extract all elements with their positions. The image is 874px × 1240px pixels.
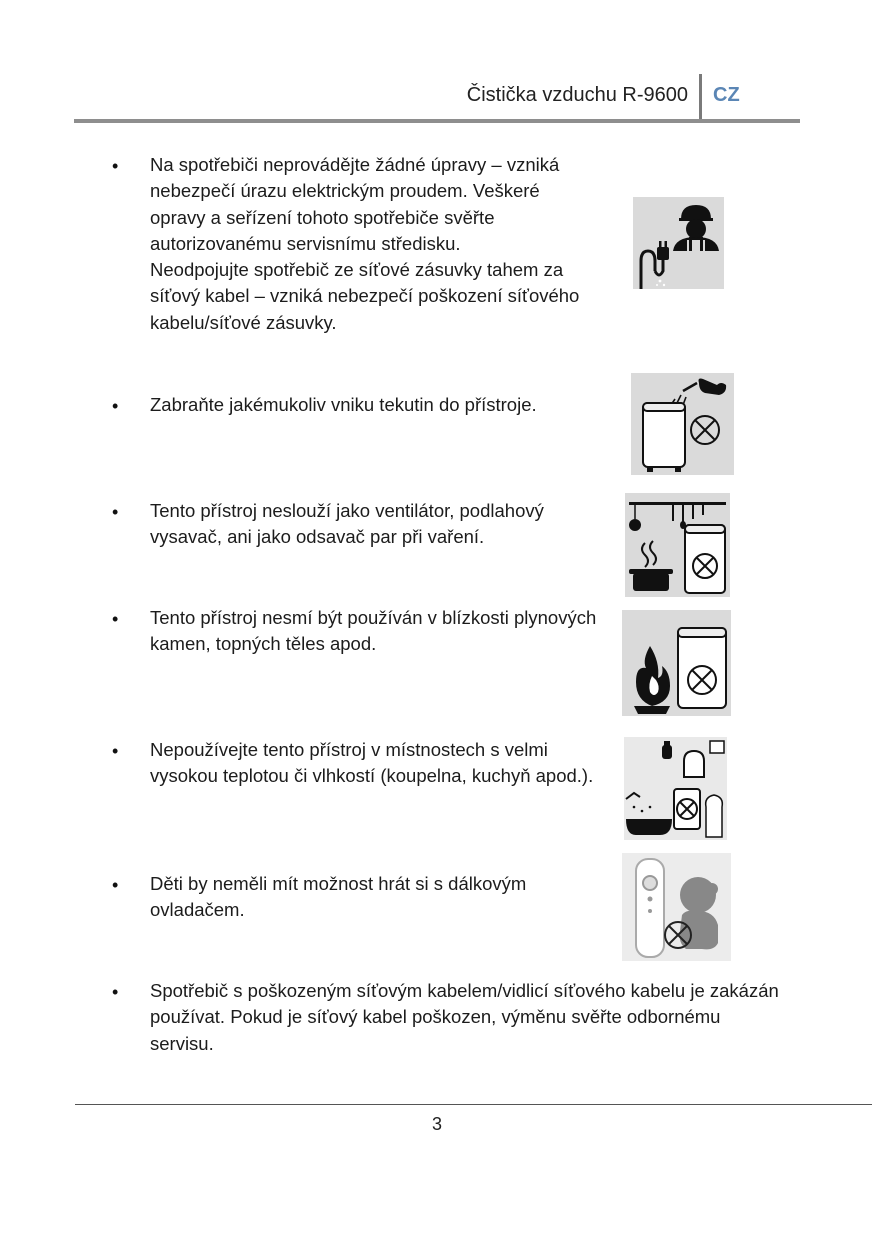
technician-plug-icon: [633, 197, 724, 289]
footer-rule: [75, 1104, 872, 1105]
bullet: •: [112, 502, 119, 522]
page-number: 3: [431, 1114, 442, 1134]
bullet: •: [112, 875, 119, 895]
bullet: •: [112, 609, 119, 629]
safety-item-text: Spotřebič s poškozeným síťovým kabelem/vidlicí síťového kabelu je zakázán používat. Pokud je síťový kabel poškozen, výměnu svěřte odbornému servisu.: [150, 980, 779, 1054]
safety-item-text: Zabraňte jakémukoliv vniku tekutin do přístroje.: [150, 394, 537, 415]
no-heat-source-icon: [622, 610, 731, 716]
no-liquid-icon: [631, 373, 734, 475]
safety-item-text: Na spotřebiči neprovádějte žádné úpravy – vzniká nebezpečí úrazu elektrickým proudem. Veškeré opravy a seřízení tohoto spotřebiče svěřte autorizovanému servisnímu středisku. Neodpojujte spotřebič ze síťové zásuvky tahem za síťový kabel – vzniká nebezpečí poškození síťového kabelu/síťové zásuvky.: [150, 154, 580, 333]
language-code: CZ: [713, 84, 740, 106]
document-title: Čistička vzduchu R-9600: [466, 84, 688, 106]
bullet: •: [112, 741, 119, 761]
safety-item-text: Nepoužívejte tento přístroj v místnostech s velmi vysokou teplotou či vlhkostí (koupelna, kuchyň apod.).: [150, 739, 594, 787]
no-child-remote-icon: [622, 853, 731, 961]
safety-item-text: Tento přístroj neslouží jako ventilátor, podlahový vysavač, ani jako odsavač par při vaření.: [150, 500, 544, 548]
bullet: •: [112, 982, 119, 1002]
header-separator: [699, 74, 702, 122]
header-rule: [74, 119, 800, 123]
no-humid-room-icon: [624, 737, 727, 840]
safety-item-text: Děti by neměli mít možnost hrát si s dálkovým ovladačem.: [150, 873, 527, 921]
no-kitchen-use-icon: [625, 493, 730, 597]
safety-item-text: Tento přístroj nesmí být používán v blízkosti plynových kamen, topných těles apod.: [150, 607, 597, 655]
bullet: •: [112, 396, 119, 416]
bullet: •: [112, 156, 119, 176]
